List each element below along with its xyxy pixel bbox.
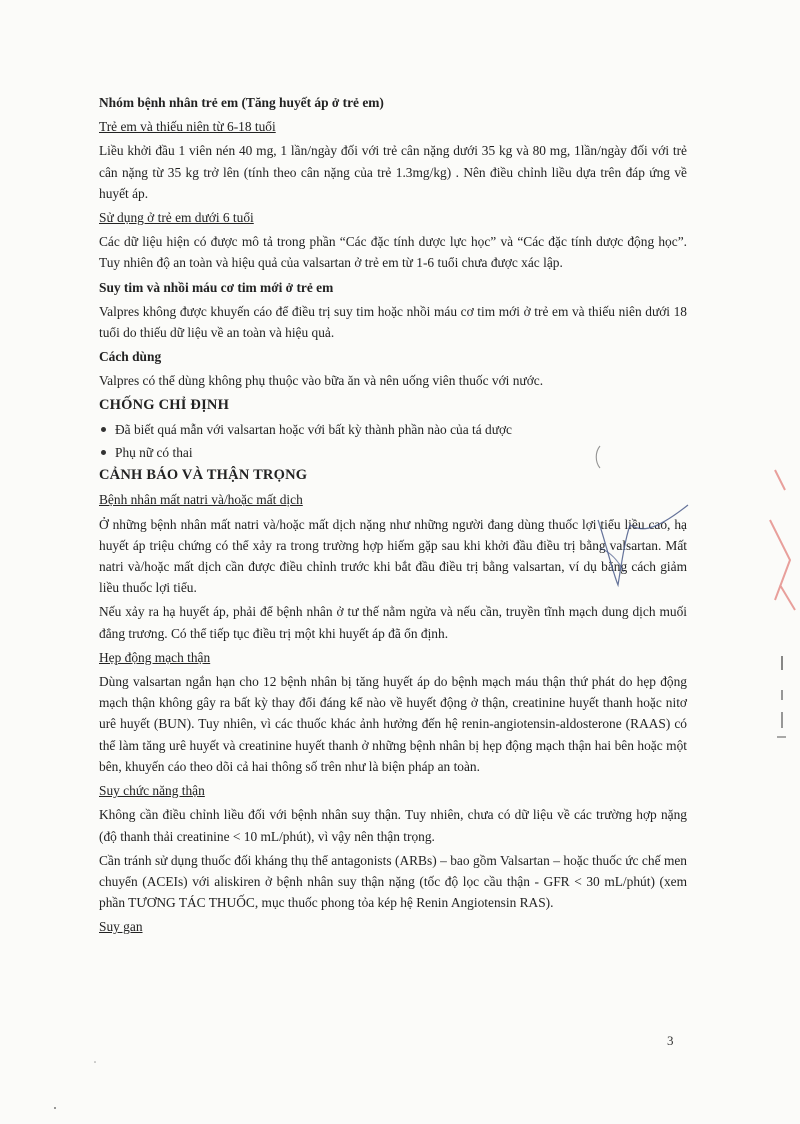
stamp-fragment bbox=[770, 470, 795, 610]
pediatric-heading: Nhóm bệnh nhân trẻ em (Tăng huyết áp ở trẻ em) bbox=[99, 95, 384, 110]
contraindications-list bbox=[99, 419, 687, 463]
sodium-heading: Bệnh nhân mất natri và/hoặc mất dịch bbox=[99, 492, 303, 508]
edge-mark bbox=[781, 712, 783, 728]
renal-artery-heading: Hẹp động mạch thận bbox=[99, 649, 211, 665]
contraindications-heading: CHỐNG CHỈ ĐỊNH bbox=[99, 396, 230, 413]
edge-mark bbox=[781, 690, 783, 700]
speck bbox=[54, 1107, 56, 1109]
contraindication-item: Phụ nữ có thai bbox=[99, 442, 687, 463]
heart-failure-heading: Suy tim và nhồi máu cơ tim mới ở trẻ em bbox=[99, 279, 334, 295]
under-6-text: Các dữ liệu hiện có được mô tả trong phần “Các đặc tính dược lực học” và “Các đặc tính dược động học”. Tuy nhiên độ an toàn và hiệu quả của valsartan ở trẻ em từ 1-6 tuổi chưa được xác lập. bbox=[99, 234, 687, 271]
heart-failure-text: Valpres không được khuyến cáo để điều trị suy tim hoặc nhồi máu cơ tim mới ở trẻ em và thiếu niên dưới 18 tuổi do thiếu dữ liệu về an toàn và hiệu quả. bbox=[99, 303, 687, 341]
under-6-heading: Sử dụng ở trẻ em dưới 6 tuổi bbox=[99, 210, 254, 226]
speck bbox=[94, 1061, 96, 1063]
document-body bbox=[99, 92, 687, 941]
sodium-text-2: Nếu xảy ra hạ huyết áp, phải để bệnh nhân ở tư thế nằm ngửa và nếu cần, truyền tĩnh mạch dung dịch muối đẳng trương. Có thể tiếp tục điều trị một khi huyết áp đã ổn định. bbox=[99, 604, 687, 641]
renal-failure-text-1: Không cần điều chỉnh liều đối với bệnh nhân suy thận. Tuy nhiên, chưa có dữ liệu về các trường hợp nặng (độ thanh thải creatinine < 10 mL/phút), vì vậy nên thận trọng. bbox=[99, 807, 687, 844]
contraindication-item: Đã biết quá mẫn với valsartan hoặc với bất kỳ thành phần nào của tá dược bbox=[99, 419, 687, 440]
liver-heading: Suy gan bbox=[99, 919, 143, 935]
age-6-18-heading: Trẻ em và thiếu niên từ 6-18 tuổi bbox=[99, 119, 276, 135]
warnings-heading: CẢNH BÁO VÀ THẬN TRỌNG bbox=[99, 467, 308, 484]
usage-text: Valpres có thể dùng không phụ thuộc vào bữa ăn và nên uống viên thuốc với nước. bbox=[99, 373, 544, 389]
edge-mark bbox=[777, 736, 786, 738]
edge-mark bbox=[781, 656, 783, 670]
renal-failure-text-2: Cần tránh sử dụng thuốc đối kháng thụ thể antagonists (ARBs) – bao gồm Valsartan – hoặc thuốc ức chế men chuyển (ACEIs) với aliskiren ở bệnh nhân suy thận nặng (tốc độ lọc cầu thận - GFR < 30 mL/phút) (xem phần TƯƠNG TÁC THUỐC, mục thuốc phong tỏa kép hệ Renin Angiotensin RAS). bbox=[99, 852, 687, 911]
age-6-18-text: Liều khởi đầu 1 viên nén 40 mg, 1 lần/ngày đối với trẻ cân nặng dưới 35 kg và 80 mg, 1lần/ngày đối với trẻ cân nặng từ 35 kg trở lên (tính theo cân nặng của trẻ 1.3mg/kg) . Nên điều chỉnh liều dựa trên đáp ứng về huyết áp. bbox=[99, 143, 687, 201]
usage-heading: Cách dùng bbox=[99, 349, 162, 365]
page-number: 3 bbox=[667, 1033, 674, 1048]
sodium-text-1: Ở những bệnh nhân mất natri và/hoặc mất dịch nặng như những người đang dùng thuốc lợi tiểu liều cao, hạ huyết áp triệu chứng có thể xảy ra trong trường hợp hiếm gặp sau khi khởi đầu điều trị bằng valsartan. Mất natri và/hoặc mất dịch cần được điều chỉnh trước khi bắt đầu điều trị bằng valsartan, ví dụ bằng cách giảm liều thuốc lợi tiểu. bbox=[99, 516, 687, 596]
renal-artery-text: Dùng valsartan ngắn hạn cho 12 bệnh nhân bị tăng huyết áp do bệnh mạch máu thận thứ phát do hẹp động mạch thận không gây ra bất kỳ thay đổi đáng kể nào về huyết động ở thận, creatinine huyết thanh hoặc nitơ urê huyết (BUN). Tuy nhiên, vì các thuốc khác ảnh hưởng đến hệ renin-angiotensin-aldosterone (RAAS) có thể làm tăng urê huyết và creatinine huyết thanh ở những bệnh nhân bị hẹp động mạch thận hai bên hoặc một bên, khuyến cáo theo dõi cả hai thông số trên như là biện pháp an toàn. bbox=[99, 674, 687, 774]
renal-failure-heading: Suy chức năng thận bbox=[99, 783, 205, 799]
